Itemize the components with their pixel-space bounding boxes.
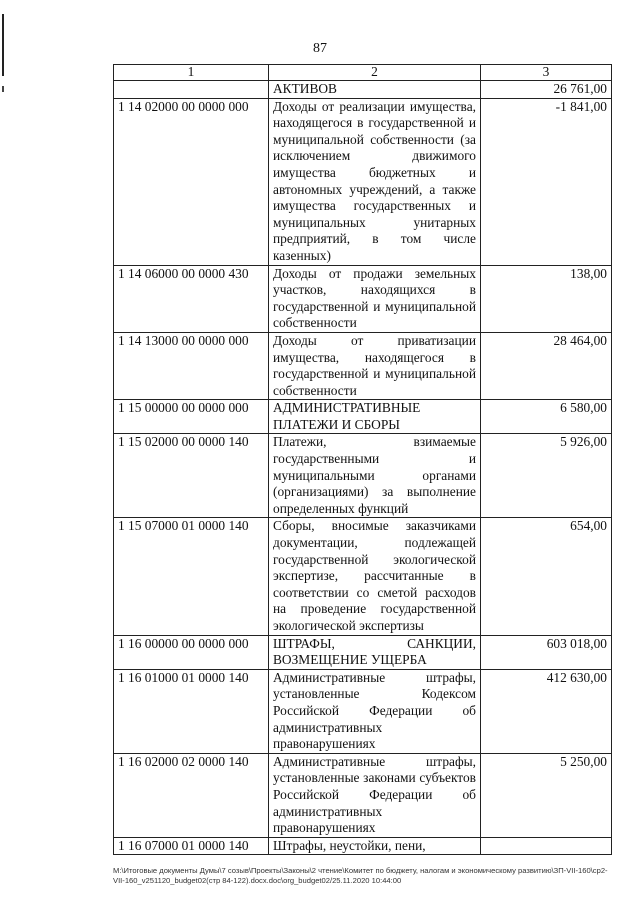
row-code (114, 81, 269, 99)
header-col-1: 1 (114, 65, 269, 81)
row-amount: 26 761,00 (481, 81, 612, 99)
row-description: Доходы от реализации имущества, находящегося в государственной и муниципальной собственности (за исключением движимого имущества бюджетных и автономных учреждений, а также имущества государственных и муниципальных унитарных предприятий, в том числе казенных) (269, 98, 481, 265)
table-row (114, 635, 612, 669)
row-code: 1 16 02000 02 0000 140 (114, 753, 269, 837)
file-path-footer: M:\Итоговые документы Думы\7 созыв\Проекты\Законы\2 чтение\Комитет по бюджету, налогам и экономическому развитию\ЗП-VII-160\ср2-VII-160_v251120_budget02(стр 84-122).docx.doc\org_budget02/25.11.2020 10:44:00 (113, 866, 608, 885)
row-amount: 138,00 (481, 265, 612, 332)
table-row (114, 669, 612, 753)
row-code: 1 14 13000 00 0000 000 (114, 332, 269, 399)
row-code: 1 16 01000 01 0000 140 (114, 669, 269, 753)
row-code: 1 15 02000 00 0000 140 (114, 434, 269, 518)
row-code: 1 16 07000 01 0000 140 (114, 837, 269, 855)
row-code: 1 16 00000 00 0000 000 (114, 635, 269, 669)
header-col-3: 3 (481, 65, 612, 81)
row-description: Доходы от приватизации имущества, находящегося в государственной и муниципальной собственности (269, 332, 481, 399)
table-row (114, 81, 612, 99)
row-description: Административные штрафы, установленные законами субъектов Российской Федерации об административных правонарушениях (269, 753, 481, 837)
row-code: 1 15 07000 01 0000 140 (114, 518, 269, 635)
table-row (114, 518, 612, 635)
table-row (114, 753, 612, 837)
row-amount: 5 250,00 (481, 753, 612, 837)
row-amount: 5 926,00 (481, 434, 612, 518)
table-row (114, 400, 612, 434)
table-row (114, 98, 612, 265)
scan-margin-dot (2, 86, 4, 92)
row-description: Доходы от продажи земельных участков, находящихся в государственной и муниципальной собственности (269, 265, 481, 332)
row-code: 1 14 02000 00 0000 000 (114, 98, 269, 265)
row-description: Штрафы, неустойки, пени, (269, 837, 481, 855)
row-amount: 412 630,00 (481, 669, 612, 753)
row-description: Сборы, вносимые заказчиками документации, подлежащей государственной экологической экспертизе, рассчитанные в соответствии со сметой расходов на проведение государственной экологической экспертизы (269, 518, 481, 635)
revenue-table (113, 64, 612, 855)
table-row (114, 265, 612, 332)
row-amount: 603 018,00 (481, 635, 612, 669)
table-row (114, 837, 612, 855)
row-description: ШТРАФЫ, САНКЦИИ, ВОЗМЕЩЕНИЕ УЩЕРБА (269, 635, 481, 669)
row-description: АКТИВОВ (269, 81, 481, 99)
row-description: АДМИНИСТРАТИВНЫЕ ПЛАТЕЖИ И СБОРЫ (269, 400, 481, 434)
page-number: 87 (313, 41, 327, 56)
table-row (114, 434, 612, 518)
table-header-row (114, 65, 612, 81)
row-amount: -1 841,00 (481, 98, 612, 265)
row-code: 1 15 00000 00 0000 000 (114, 400, 269, 434)
header-col-2: 2 (269, 65, 481, 81)
row-amount: 28 464,00 (481, 332, 612, 399)
row-amount: 654,00 (481, 518, 612, 635)
table-row (114, 332, 612, 399)
row-amount (481, 837, 612, 855)
row-description: Платежи, взимаемые государственными и муниципальными органами (организациями) за выполнение определенных функций (269, 434, 481, 518)
row-description: Административные штрафы, установленные Кодексом Российской Федерации об административных правонарушениях (269, 669, 481, 753)
row-code: 1 14 06000 00 0000 430 (114, 265, 269, 332)
row-amount: 6 580,00 (481, 400, 612, 434)
